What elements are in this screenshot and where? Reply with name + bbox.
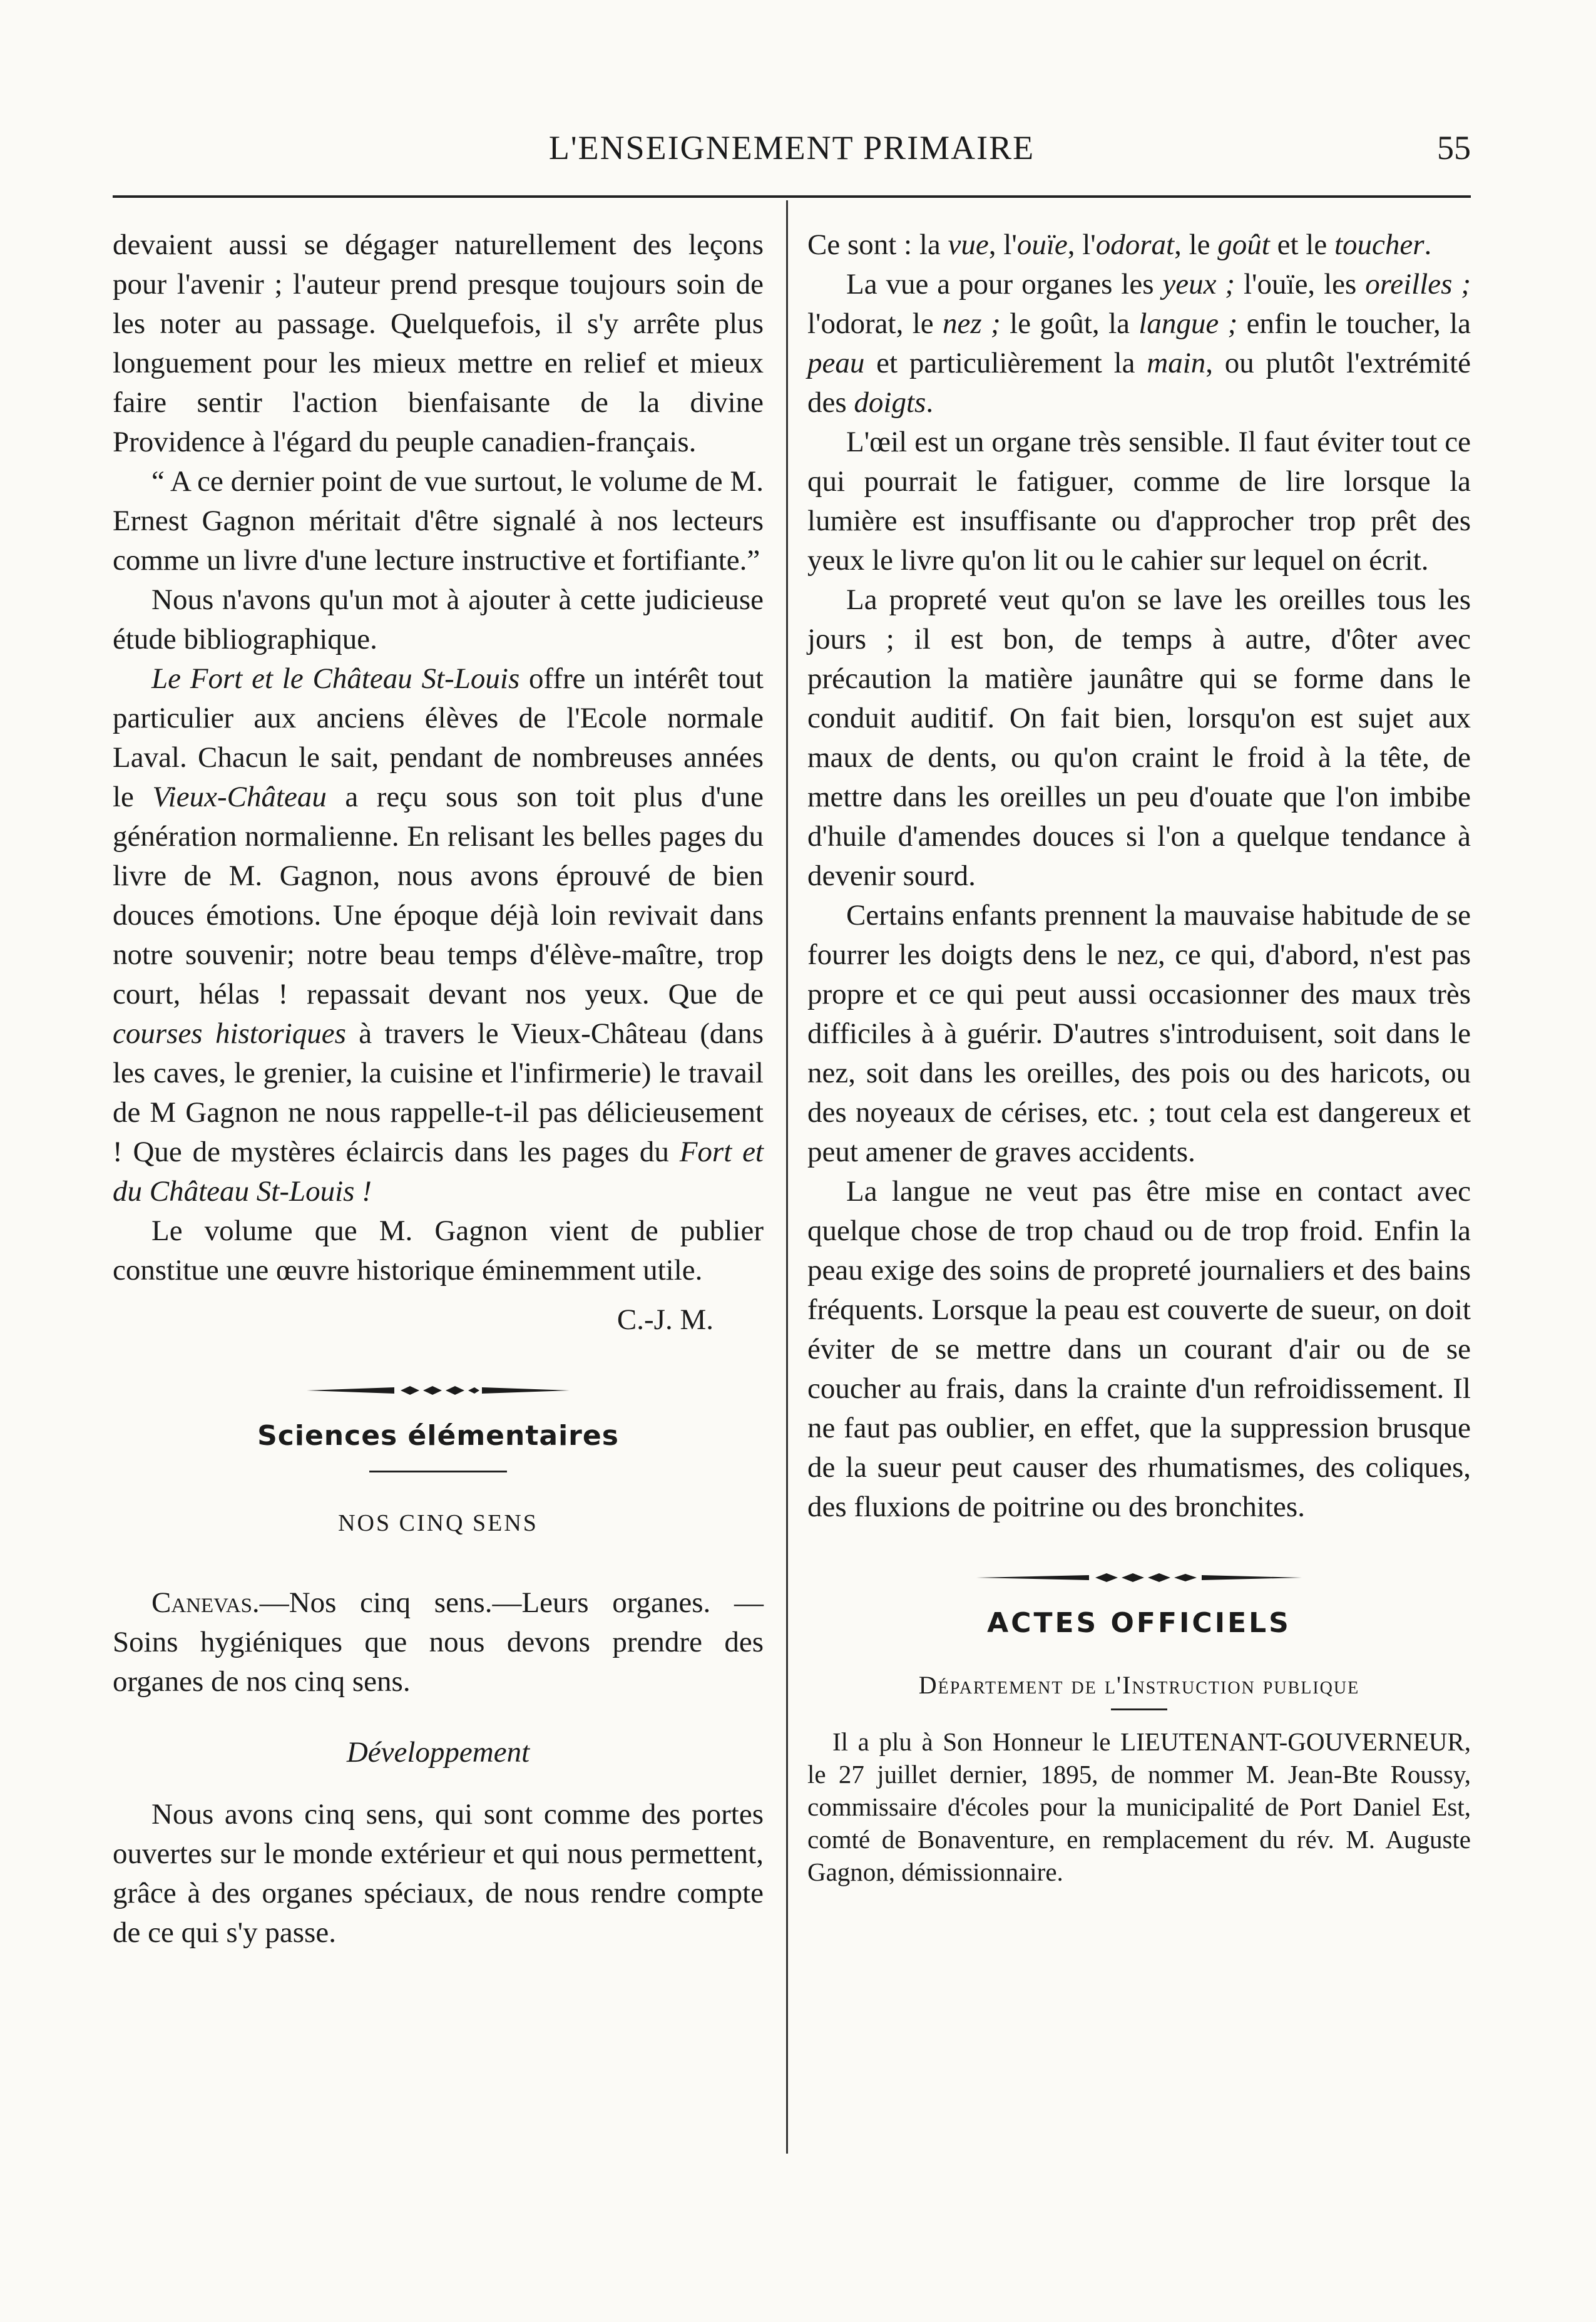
italic-text: langue ; bbox=[1138, 307, 1238, 340]
department-heading: Département de l'Instruction publique bbox=[918, 1671, 1360, 1699]
text-run: et le bbox=[1269, 229, 1334, 261]
paragraph: devaient aussi se dégager naturellement des leçons pour l'avenir ; l'auteur prend presque toujours soin de les noter au passage. Quelquefois, il s'y arrête plus longuement pour les mieux mettre en relief et mieux faire sentir l'action bienfaisante de la divine Providence à l'égard du peuple canadien-français. bbox=[113, 229, 764, 458]
header-rule bbox=[113, 195, 1471, 198]
ornament-divider bbox=[976, 1571, 1302, 1585]
canevas-label: Canevas. bbox=[151, 1586, 260, 1619]
italic-text: oreilles ; bbox=[1365, 268, 1471, 301]
text-run: . bbox=[926, 386, 934, 419]
italic-text: Fort et du Château St-Louis ! bbox=[113, 1136, 764, 1208]
decree-paragraph: Il a plu à Son Honneur le LIEUTENANT-GOUVERNEUR, le 27 juillet dernier, 1895, de nommer M. Jean-Bte Roussy, commissaire d'écoles pour la municipalité de Port Daniel Est, comté de Bonaventure, en remplacement du rév. M. Auguste Gagnon, démissionnaire. bbox=[807, 1727, 1471, 1886]
decree bbox=[807, 1725, 1471, 1888]
paragraph bbox=[113, 659, 764, 1211]
text-run: l'ouïe, les bbox=[1235, 268, 1366, 301]
text-run: , le bbox=[1174, 229, 1218, 261]
paragraph bbox=[113, 1583, 764, 1702]
paragraph: Le volume que M. Gagnon vient de publier constitue une œuvre historique éminemment utile. bbox=[113, 1215, 764, 1287]
italic-text: main bbox=[1147, 347, 1206, 379]
italic-text: doigts bbox=[854, 386, 926, 419]
text-run: —Nos cinq sens.—Leurs organes. —Soins hygiéniques que nous devons prendre des organes de nos cinq sens. bbox=[113, 1586, 764, 1698]
running-title: L'ENSEIGNEMENT PRIMAIRE bbox=[548, 129, 1035, 167]
italic-text: vue bbox=[948, 229, 989, 261]
signature: C.-J. M. bbox=[616, 1303, 714, 1336]
short-rule bbox=[369, 1471, 507, 1472]
text-run: a reçu sous son toit plus d'une génération normalienne. En relisant les belles pages du livre de M. Gagnon, nous avons éprouvé de bien douces émotions. Une époque déjà loin revivait dans notre souvenir; notre beau temps d'élève-maître, trop court, hélas ! repassait devant nos yeux. Que de bbox=[113, 781, 764, 1010]
italic-text: courses historiques bbox=[113, 1017, 346, 1050]
subtitle: NOS CINQ SENS bbox=[338, 1510, 538, 1536]
text-run: , l' bbox=[1067, 229, 1096, 261]
page-header bbox=[113, 116, 1471, 172]
text-run: offre un intérêt tout particulier aux anciens élèves de l'Ecole normale Laval. Chacun le sait, pendant de nombreuses années le bbox=[113, 662, 764, 813]
text-run: et particulièrement la bbox=[864, 347, 1147, 379]
right-column bbox=[807, 225, 1471, 1888]
paragraph bbox=[807, 265, 1471, 423]
section-title: ACTES OFFICIELS bbox=[987, 1607, 1291, 1639]
italic-text: yeux ; bbox=[1162, 268, 1235, 301]
text-run: . bbox=[1424, 229, 1432, 261]
paragraph bbox=[807, 225, 1471, 265]
text-run: La vue a pour organes les bbox=[846, 268, 1163, 301]
short-rule bbox=[1111, 1708, 1167, 1710]
italic-text: Vieux-Château bbox=[152, 781, 327, 813]
paragraph: Certains enfants prennent la mauvaise habitude de se fourrer les doigts dens le nez, ce qui, d'abord, n'est pas propre et ce qui peut aussi occasionner des maux très difficiles à à guérir. D'autres s'introduisent, soit dans le nez, soit dans les oreilles, des pois ou des haricots, ou des noyeaux de cérises, etc. ; tout cela est dangereux et peut amener de graves accidents. bbox=[807, 899, 1471, 1168]
paragraph: Nous avons cinq sens, qui sont comme des portes ouvertes sur le monde extérieur et qui nous permettent, grâce à des organes spéciaux, de nous rendre compte de ce qui s'y passe. bbox=[113, 1798, 764, 1949]
text-run: l'odorat, le bbox=[807, 307, 943, 340]
text-run: , l' bbox=[988, 229, 1017, 261]
left-column bbox=[113, 225, 764, 1953]
page-number: 55 bbox=[1437, 129, 1471, 167]
text-run: enfin le toucher, la bbox=[1237, 307, 1471, 340]
italic-text: odorat bbox=[1095, 229, 1175, 261]
text-run: à travers le Vieux-Château (dans les caves, le grenier, la cuisine et l'infirmerie) le travail de M Gagnon ne nous rappelle-t-il pas délicieusement ! Que de mystères éclaircis dans les pages du bbox=[113, 1017, 764, 1168]
italic-text: goût bbox=[1217, 229, 1270, 261]
paragraph: La propreté veut qu'on se lave les oreilles tous les jours ; il est bon, de temps à autre, d'ôter avec précaution la matière jaunâtre qui se forme dans le conduit auditif. On fait bien, lorsqu'on est sujet aux maux de dents, ou qu'on craint le froid à la tête, de mettre dans les oreilles un peu d'ouate que l'on imbibe d'huile d'amendes douces si l'on a quelque tendance à devenir sourd. bbox=[807, 583, 1471, 892]
paragraph: L'œil est un organe très sensible. Il faut éviter tout ce qui pourrait le fatiguer, comme de lire lorsque la lumière est insuffisante ou d'approcher trop prêt des yeux le livre qu'on lit ou le cahier sur lequel on écrit. bbox=[807, 426, 1471, 577]
italic-text: Le Fort et le Château St-Louis bbox=[151, 662, 520, 695]
development-heading: Développement bbox=[346, 1736, 530, 1769]
italic-text: toucher bbox=[1334, 229, 1425, 261]
paragraph: Nous n'avons qu'un mot à ajouter à cette judicieuse étude bibliographique. bbox=[113, 583, 764, 655]
text-run: le goût, la bbox=[1000, 307, 1139, 340]
paragraph: “ A ce dernier point de vue surtout, le volume de M. Ernest Gagnon méritait d'être signalé à nos lecteurs comme un livre d'une lecture instructive et fortifiante.” bbox=[113, 465, 764, 577]
italic-text: peau bbox=[807, 347, 865, 379]
italic-text: ouïe bbox=[1016, 229, 1068, 261]
paragraph: La langue ne veut pas être mise en contact avec quelque chose de trop chaud ou de trop froid. Enfin la peau exige des soins de propreté journaliers et des bains fréquents. Lorsque la peau est couverte de sueur, on doit éviter de se mettre dans un courant d'air ou de se coucher au frais, dans la crainte d'un refroidissement. Il ne faut pas oublier, en effet, que la suppression brusque de la sueur peut causer des rhumatismes, des coliques, des fluxions de poitrine ou des bronchites. bbox=[807, 1175, 1471, 1523]
section-title: Sciences élémentaires bbox=[257, 1420, 619, 1452]
ornament-divider bbox=[307, 1384, 570, 1397]
text-run: , ou plutôt l'extrémité des bbox=[807, 347, 1471, 419]
text-run: Ce sont : la bbox=[807, 229, 948, 261]
column-divider bbox=[786, 200, 788, 2154]
italic-text: nez ; bbox=[943, 307, 1001, 340]
